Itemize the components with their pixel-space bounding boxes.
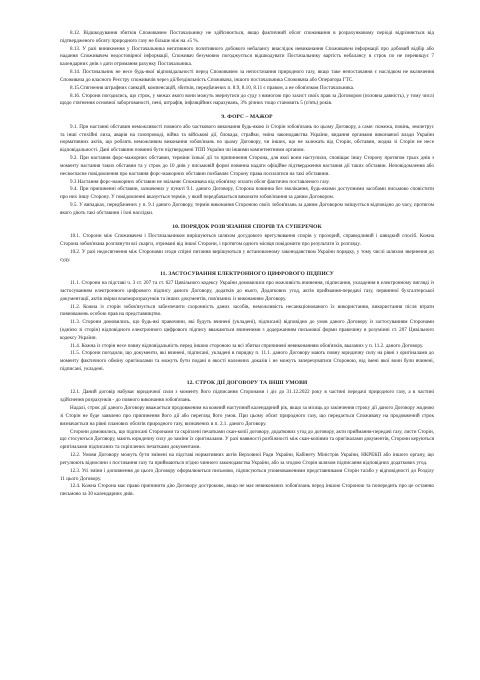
paragraph: 10.1. Сторони між Споживачем і Постачальником вирішуються шляхом досудового врегулювання спорів у прозорий, справедливий і швидкий спосіб. Кожна Сторона зобов'язана розглянути всі скарги, отримані від іншої Сторони, і протягом одного місяця повідомити про результати їх розгляду.: [60, 233, 434, 248]
section-heading: 10. ПОРЯДОК РОЗВ'ЯЗАННЯ СПОРІВ ТА СУПЕРЕЧОК: [172, 223, 322, 230]
section-heading: 9. ФОРС – МАЖОР: [221, 114, 273, 121]
paragraph: 12.3. Усі зміни і доповнення до цього Договору оформлюються письмово, підписуються уповноваженими представниками Сторін та/або у відповідності до Розділу 11 цього Договору.: [60, 467, 434, 482]
paragraph: 8.13. У разі виникнення у Постачальника негативного позитивного добового небалансу внаслідок невиконання Споживачем інформації про добовий відбір або надання Споживачем недостовірної інформації, Споживач безумовно погоджується відшкодувати Постачальнику вартість небалансу в строк по не перевищує 7 календарних днів з дати отримання рахунку Постачальника.: [60, 45, 434, 68]
paragraph: 11.5. Сторони погодили, що документи, які вчинені, підписані, укладені в порядку п. 11.1. даного Договору мають повну юридичну силу на рівні з оригіналами до моменту фактичного обміну оригіналами та можуть бути подані в якості належних доказів і не можуть заперечуватися Стороною, від імені якої вони були вчинені, підписані, укладені.: [60, 350, 434, 373]
paragraph: 12.1. Даний договір набуває юридичної сили з моменту його підписання Сторонами і діє до 31.12.2022 року в частині передачі природного газу, а в частині здійснення розрахунків - до повного виконання зобов'язань.: [60, 389, 434, 404]
paragraph: 9.5. У випадках, передбачених у п. 9.1 даного Договору, термін виконання Стороною своїх зобов'язань за даним Договором зміщується відповідно до часу, протягом якого діють такі обставини і їхні наслідки.: [60, 202, 434, 216]
paragraph: 8.15.Стягнення штрафних санкцій, компенсацій, збитків, передбачених п. 8.9, 8.10, 8.11 є правом, а не обов'язком Постачальника.: [70, 84, 355, 91]
paragraph: 12.2. Умови Договору можуть бути змінені на підставі нормативних актів Верховної Ради України, Кабінету Міністрів України, НКРЕКП або іншого органу, що регулюють відносини з постачання газу та приймаються згідно чинного законодавства України, або за згодою Сторін шляхом підписання відповідних додаткових угод.: [60, 452, 434, 466]
paragraph: 9.3 Настання форс-мажорних обставин не звільняє Споживача від обов'язку оплати обсяг фактично поставленого газу.: [70, 178, 330, 185]
paragraph: 8.16. Сторони погодились, що строк, у межах якого вони можуть звернутися до суду з вимогою про захист своїх прав за Договором (позовна давність), у тому числі щодо стягнення основної заборгованості, пені, штрафів, інфляційних нарахувань, 3% річних тощо становить 5 (п'ять) років.: [60, 92, 434, 107]
section-heading: 12. СТРОК ДІЇ ДОГОВОРУ ТА ІНШІ УМОВИ: [186, 379, 308, 386]
paragraph: 12.4. Кожна Сторона має право припинити дію Договору достроково, якщо не має невиконаних зобов'язань перед іншою Стороною та попередить про це останню письмово за 30 календарних днів.: [60, 483, 434, 498]
paragraph: 10.2. У разі недосягнення між Сторонами згоди спірні питання вирішуються у встановленому законодавством України порядку, у тому числі шляхом звернення до суду.: [60, 248, 434, 263]
paragraph: 9.2. При настання форс-мажорних обставин, терміни їхньої дії та припинення Сторона, для якої вони наступили, сповіщає іншу Сторону протягом трьох днів з моменту настання таких обставин та у строк до 10 днів у письмовій формі повинна надати офіційне підтвердження настання дії таких обставин. Неповідомлення або несвоєчасне повідомлення про настання форс-мажорних обставин позбавляє Сторону права посилатися на такі обставини.: [60, 155, 434, 177]
section-heading: 11. ЗАСТОСУВАННЯ ЕЛЕКТРОННОГО ЦИФРОВОГО ПІДПИСУ: [160, 270, 334, 277]
paragraph: 9.4. При припиненні обставин, зазначених у пункті 9.1. даного Договору, Сторона повинна без зволікання, будь-якими доступними засобами письмово сповістити про них іншу Сторону. У повідомленні вказується термін, у який передбачається виконати зобов'язання за даним Договором.: [60, 186, 434, 201]
paragraph: Сторони домовились, що підписані Сторонами та скріплені печатками скан-копії договору, додаткових угод до договору, акти приймання-передачі газу, листи Сторін, що стосуються Договору, мають юридичну силу до заміни їх оригіналами. У разі наявності розбіжності між скан-копіями та оригіналами документів, Сторони керуються оригіналами підписаних та скріплених печатками документами.: [60, 428, 434, 451]
paragraph: 8.12. Відшкодування збитків Споживачем Постачальнику не здійснюється, якщо фактичний обсяг споживання в розрахунковому періоді відрізняється від підтвердженого обсягу природного газу не більше ніж на ±5 %.: [60, 30, 434, 44]
paragraph: 11.3. Сторони домовились, що будь-які правочини, які будуть вчинені (укладені), підписані) відповідно до умов даного Договору із застосуванням Сторонами (однією зі сторін) відповідного електронного цифрового підпису вважаються вчиненими з додержанням письмової форми правочину в розумінні ст. 207 Цивільного кодексу України.: [60, 319, 434, 341]
paragraph: 11.2. Кожна із сторін зобов'язується забезпечити схоронність даних засобів, неможливість несанкціонованого їх використання, використання після втрати повноважень особою прав на представництво.: [60, 303, 434, 318]
paragraph: 11.4. Кожна із сторін несе повну відповідальність перед іншою стороною за всі збитки спричинені невиконанням обов'язків, вказаних у п. 11.2. даного Договору.: [70, 342, 424, 349]
paragraph: 9.1. При настанні обставин неможливості повного або часткового виконання будь-якою із Сторін зобов'язань по цьому Договору, а саме: пожежа, повінь, землетрус та інші стихійні лиха, аварія на газопроводі, війна та військові дії, блокада, страйки, зміна законодавства України, видання органами виконавчої влади України нормативних актів, що роблять неможливим виконання зобов'язань по цьому Договору, чи інших, що не залежать від Сторін, обставин, жодна зі Сторін не несе відповідальності. Дані обставини повинні бути підтверджені ТПП України чи іншими компетентними органом.: [60, 123, 434, 154]
paragraph: 8.14. Постачальник не несе будь-якої відповідальності перед Споживачем за непостачання природного газу, якщо таке непостачання є наслідком не включення Споживача до власного Реєстру споживачів через дії/бездіяльність Споживача, іншого постачальника Споживача або Оператора ГТС.: [60, 69, 434, 83]
paragraph: 11.1. Сторони на підставі ч. 3 ст. 207 та ст. 627 Цивільного кодексу України домовилися про можливість вчинення, підписання, укладення в електронному вигляді із застосуванням електронного цифрового підпису даного Договору, додатків до нього, Додаткових угод, актів приймання-передачі газу, первинної бухгалтерської документації, актів звірки взаєморозрахунків та інших документів, пов'язаних із виконанням Договору.: [60, 280, 434, 302]
paragraph: Надалі, строк дії даного Договору вважається продовженим на кожний наступний календарний рік, якщо за місяць до закінчення строку дії даного Договору жодною зі Сторін не буде заявлено про припинення його дії або перегляд його умов. При цьому обсяг природного газу, що передається Споживачу на продовжений строк визначається на рівні планових обсягів природного газу, визначених в п. 2.1. даного Договору.: [60, 405, 434, 427]
